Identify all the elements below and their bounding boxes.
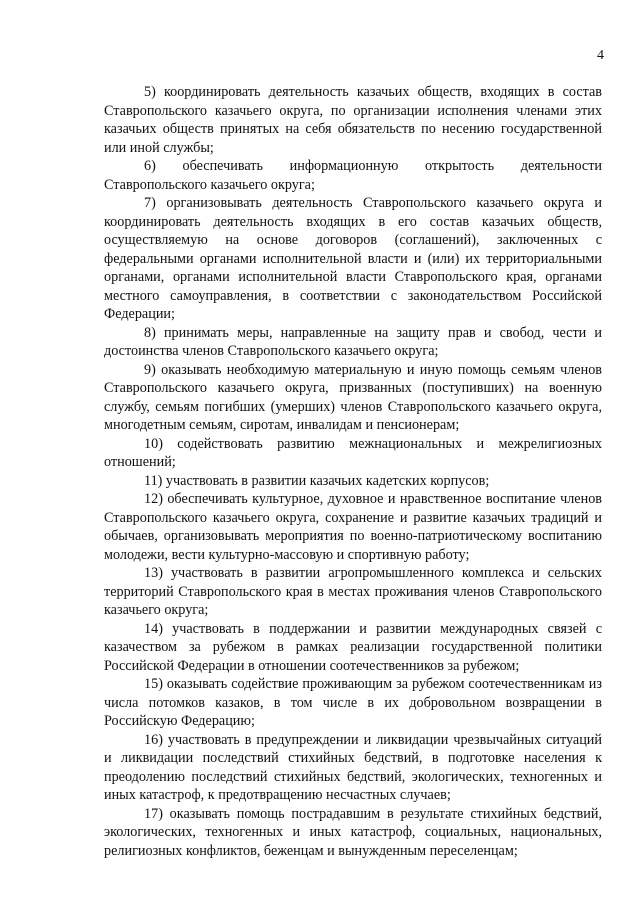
paragraph-item-5: 5) координировать деятельность казачьих обществ, входящих в состав Ставропольского казачьего округа, по организации исполнения членами этих казачьих обществ принятых на себя обязательств по несению государственной или иной службы;: [104, 84, 602, 156]
paragraph-item-9: 9) оказывать необходимую материальную и иную помощь семьям членов Ставропольского казачьего округа, призванных (поступивших) на военную службу, семьям погибших (умерших) членов Ставропольского казачьего округа, многодетным семьям, сиротам, инвалидам и пенсионерам;: [104, 361, 602, 433]
paragraph-item-11: 11) участвовать в развитии казачьих кадетских корпусов;: [144, 472, 490, 489]
paragraph-item-12: 12) обеспечивать культурное, духовное и нравственное воспитание членов Ставропольского казачьего округа, сохранение и развитие казачьих традиций и обычаев, организовывать мероприятия по военно-патриотическому воспитанию молодежи, вести культурно-массовую и спортивную работу;: [104, 491, 602, 563]
paragraph-item-17: 17) оказывать помощь пострадавшим в результате стихийных бедствий, экологических, техногенных и иных катастроф, социальных, национальных, религиозных конфликтов, беженцам и вынужденным переселенцам;: [104, 805, 602, 859]
document-body: [104, 83, 602, 860]
paragraph-item-16: 16) участвовать в предупреждении и ликвидации чрезвычайных ситуаций и ликвидации последствий стихийных бедствий, в подготовке населения к преодолению последствий стихийных бедствий, экологических, техногенных и иных катастроф, к предотвращению несчастных случаев;: [104, 731, 602, 803]
paragraph-item-13: 13) участвовать в развитии агропромышленного комплекса и сельских территорий Ставропольского края в местах проживания членов Ставропольского казачьего округа;: [104, 565, 602, 618]
page-number: 4: [597, 48, 604, 63]
paragraph-item-10: 10) содействовать развитию межнациональных и межрелигиозных отношений;: [104, 435, 602, 470]
paragraph-item-15: 15) оказывать содействие проживающим за рубежом соотечественникам из числа потомков казаков, в том числе в их добровольном возвращении в Российскую Федерацию;: [104, 676, 602, 729]
paragraph-item-8: 8) принимать меры, направленные на защиту прав и свобод, чести и достоинства членов Ставропольского казачьего округа;: [104, 324, 602, 359]
paragraph-item-6: 6) обеспечивать информационную открытость деятельности Ставропольского казачьего округа;: [104, 158, 602, 193]
paragraph-item-7: 7) организовывать деятельность Ставропольского казачьего округа и координировать деятельность входящих в его состав казачьих обществ, осуществляемую на основе договоров (соглашений), заключенных с федеральными органами исполнительной власти и (или) их территориальными органами, органами исполнительной власти Ставропольского края, органами местного самоуправления, в соответствии с законодательством Российской Федерации;: [104, 195, 602, 322]
paragraph-item-14: 14) участвовать в поддержании и развитии международных связей с казачеством за рубежом в рамках реализации государственной политики Российской Федерации в отношении соотечественников за рубежом;: [104, 620, 602, 674]
